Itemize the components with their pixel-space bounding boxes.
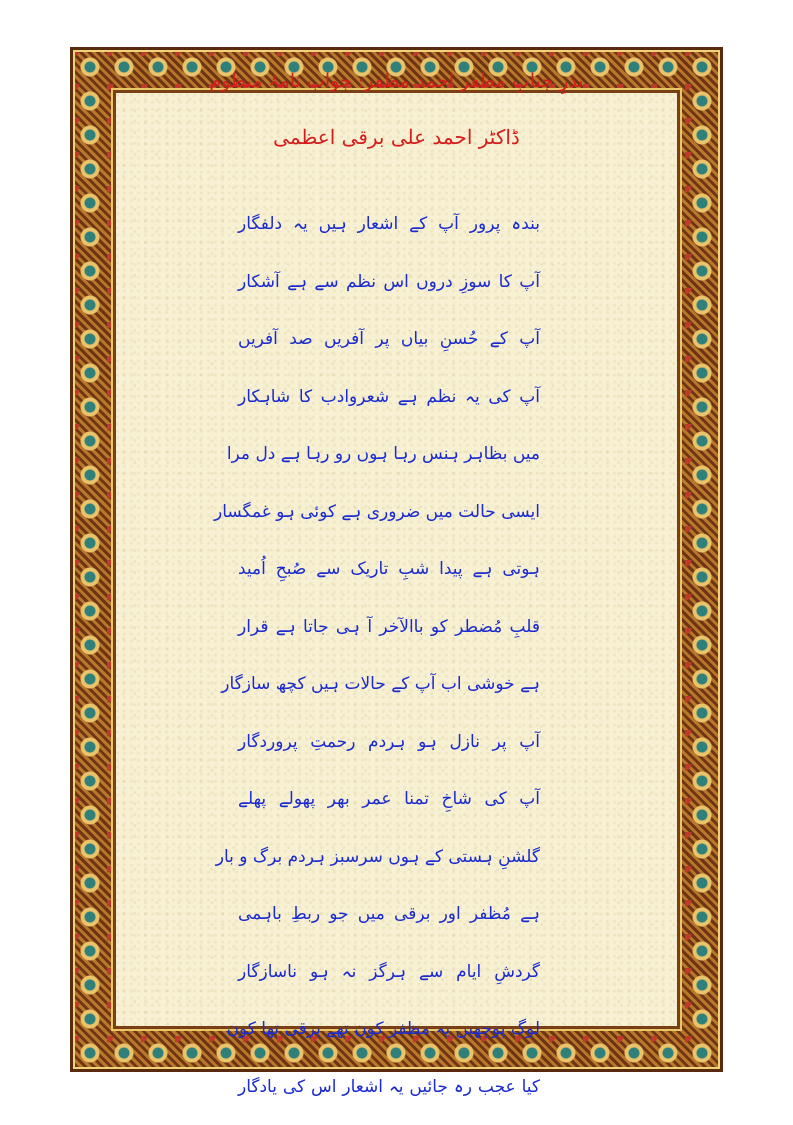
verse-line: کیا عجب رہ جائیں یہ اشعار اس کی یادگار bbox=[238, 1068, 540, 1125]
verse-line: ہے خوشی اب آپ کے حالات ہیں کچھ سازگار bbox=[238, 665, 540, 723]
verse-line: آپ پر نازل ہو ہردم رحمتِ پروردگار bbox=[238, 723, 540, 781]
verse-line: آپ کی شاخِ تمنا عمر بھر پھولے پھلے bbox=[238, 780, 540, 838]
verse-line: ہوتی ہے پیدا شبِ تاریک سے صُبحِ اُمید bbox=[238, 550, 540, 608]
verse-line: ہے مُظفر اور برقی میں جو ربطِ باہمی bbox=[238, 895, 540, 953]
verse-line: آپ کا سوزِ دروں اس نظم سے ہے آشکار bbox=[238, 263, 540, 321]
verse-line: بندہ پرور آپ کے اشعار ہیں یہ دلفگار bbox=[238, 205, 540, 263]
verse-line: لوگ پوچھیں یہ مظفر کون تھے برقی تھا کون bbox=[238, 1010, 540, 1068]
verse-line: گردشِ ایام سے ہرگز نہ ہو ناسازگار bbox=[238, 953, 540, 1011]
poem-author: ڈاکٹر احمد علی برقی اعظمی bbox=[20, 122, 773, 152]
poem-body bbox=[238, 205, 540, 1125]
verse-line: آپ کے حُسنِ بیاں پر آفریں صد آفریں bbox=[238, 320, 540, 378]
verse-line: گلشنِ ہستی کے ہوں سرسبز ہردم برگ و بار bbox=[238, 838, 540, 896]
verse-line: قلبِ مُضطر کو باالآخر آ ہی جاتا ہے قرار bbox=[238, 608, 540, 666]
verse-line: آپ کی یہ نظم ہے شعروادب کا شاہکار bbox=[238, 378, 540, 436]
verse-line: ایسی حالت میں ضروری ہے کوئی ہو غمگسار bbox=[238, 493, 540, 551]
poem-title: نذرِ جنابِ مظفر احمد مظفر: جواب نامۂ منظوم bbox=[20, 66, 773, 96]
verse-line: میں بظاہر ہنس رہا ہوں رو رہا ہے دل مرا bbox=[238, 435, 540, 493]
